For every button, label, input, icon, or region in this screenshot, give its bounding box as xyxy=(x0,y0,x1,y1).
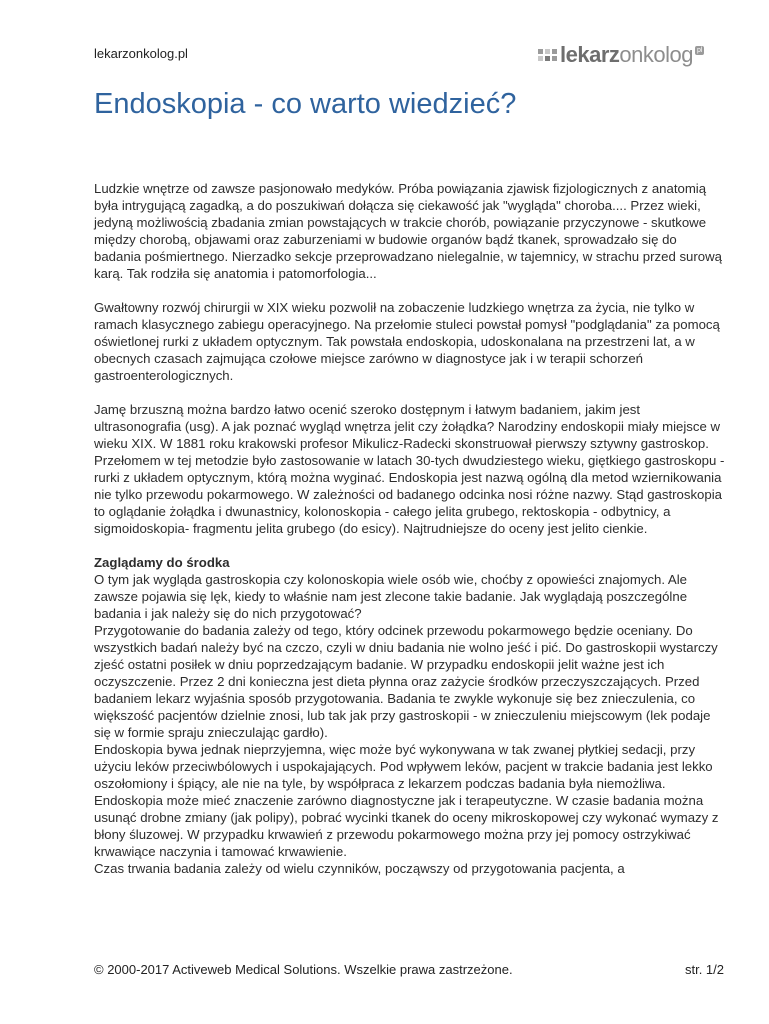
article-body xyxy=(94,180,726,877)
section-paragraph: O tym jak wygląda gastroskopia czy kolonoskopia wiele osób wie, choćby z opowieści znajomych. Ale zawsze pojawia się lęk, kiedy to właśnie nam jest zlecone takie badanie. Jak wyglądają poszczególne badania i jak należy się do nich przygotować? xyxy=(94,572,688,621)
logo-dots-icon xyxy=(538,49,557,61)
logo-text-light: onkolog xyxy=(619,42,693,67)
section-paragraph: Endoskopia bywa jednak nieprzyjemna, więc może być wykonywana w tak zwanej płytkiej sedacji, przy użyciu leków przeciwbólowych i uspokajających. Pod wpływem leków, pacjent w trakcie badania jest lekko oszołomiony i śpiący, ale nie na tyle, by współpraca z lekarzem podczas badania była niemożliwa. xyxy=(94,742,713,791)
section-heading: Zaglądamy do środka xyxy=(94,555,230,570)
page-footer xyxy=(94,962,724,977)
article-paragraph: Ludzkie wnętrze od zawsze pasjonowało medyków. Próba powiązania zjawisk fizjologicznych z anatomią była intrygującą zagadką, a do poszukiwań dołącza się ciekawość jak "wygląda" choroba.... Przez wieki, jedyną możliwością zbadania zmian powstających w trakcie chorób, powiązanie przyczynowe - skutkowe między chorobą, objawami oraz zaburzeniami w budowie organów bądź tkanek, sprowadzało się do badania pośmiertnego. Nierzadko sekcje przeprowadzano nielegalnie, w tajemnicy, w strachu przed surową karą. Tak rodziła się anatomia i patomorfologia... xyxy=(94,181,722,281)
section-paragraph: Endoskopia może mieć znaczenie zarówno diagnostyczne jak i terapeutyczne. W czasie badania można usunąć drobne zmiany (jak polipy), pobrać wycinki tkanek do oceny mikroskopowej czy wykonać wymazy z błony śluzowej. W przypadku krwawień z przewodu pokarmowego można przy jej pomocy ostrzykiwać krwawiące naczynia i tamować krwawienie. xyxy=(94,793,719,859)
site-logo[interactable] xyxy=(538,44,704,66)
article-title: Endoskopia - co warto wiedzieć? xyxy=(94,88,517,120)
article-section xyxy=(94,554,726,877)
section-paragraph: Przygotowanie do badania zależy od tego, który odcinek przewodu pokarmowego będzie oceniany. Do wszystkich badań należy być na czczo, czyli w dniu badania nie wolno jeść i pić. Do gastroskopii wystarczy zjeść ostatni posiłek w dniu poprzedzającym badanie. W przypadku endoskopii jelit ważne jest ich oczyszczenie. Przez 2 dni konieczna jest dieta płynna oraz zażycie środków przeczyszczających. Przed badaniem lekarz wyjaśnia sposób przygotowania. Badania te zwykle wykonuje się bez znieczulenia, co większość pacjentów dzielnie znosi, lub tak jak przy gastroskopii - w znieczuleniu miejscowym (lek podaje się w formie spraju znieczulając gardło). xyxy=(94,623,718,740)
copyright-text: © 2000-2017 Activeweb Medical Solutions. Wszelkie prawa zastrzeżone. xyxy=(94,962,513,977)
logo-text xyxy=(560,44,693,66)
article-paragraph: Gwałtowny rozwój chirurgii w XIX wieku pozwolił na zobaczenie ludzkiego wnętrza za życia, nie tylko w ramach klasycznego zabiegu operacyjnego. Na przełomie stuleci powstał pomysł "podglądania" za pomocą oświetlonej rurki z układem optycznym. Tak powstała endoskopia, udoskonalana na przestrzeni lat, a w obecnych czasach zajmująca czołowe miejsce zarówno w diagnostyce jak i w terapii schorzeń gastroenterologicznych. xyxy=(94,300,720,383)
site-name: lekarzonkolog.pl xyxy=(94,46,188,61)
article-paragraph: Jamę brzuszną można bardzo łatwo ocenić szeroko dostępnym i łatwym badaniem, jakim jest ultrasonografia (usg). A jak poznać wygląd wnętrza jelit czy żołądka? Narodziny endoskopii miały miejsce w wieku XIX. W 1881 roku krakowski profesor Mikulicz-Radecki skonstruował pierwszy sztywny gastroskop. Przełomem w tej metodzie było zastosowanie w latach 30-tych dwudziestego wieku, giętkiego gastroskopu - rurki z układem optycznym, którą można wyginać. Endoskopia jest nazwą ogólną dla metod wziernikowania nie tylko przewodu pokarmowego. W zależności od badanego odcinka nosi różne nazwy. Stąd gastroskopia to oglądanie żołądka i dwunastnicy, kolonoskopia - całego jelita grubego, rektoskopia - odbytnicy, a sigmoidoskopia- fragmentu jelita grubego (do esicy). Najtrudniejsze do oceny jest jelito cienkie. xyxy=(94,402,725,536)
logo-text-bold: lekarz xyxy=(560,42,620,67)
section-paragraph: Czas trwania badania zależy od wielu czynników, począwszy od przygotowania pacjenta, a xyxy=(94,861,625,876)
logo-suffix: pl xyxy=(696,47,703,54)
page-number: str. 1/2 xyxy=(684,962,724,977)
